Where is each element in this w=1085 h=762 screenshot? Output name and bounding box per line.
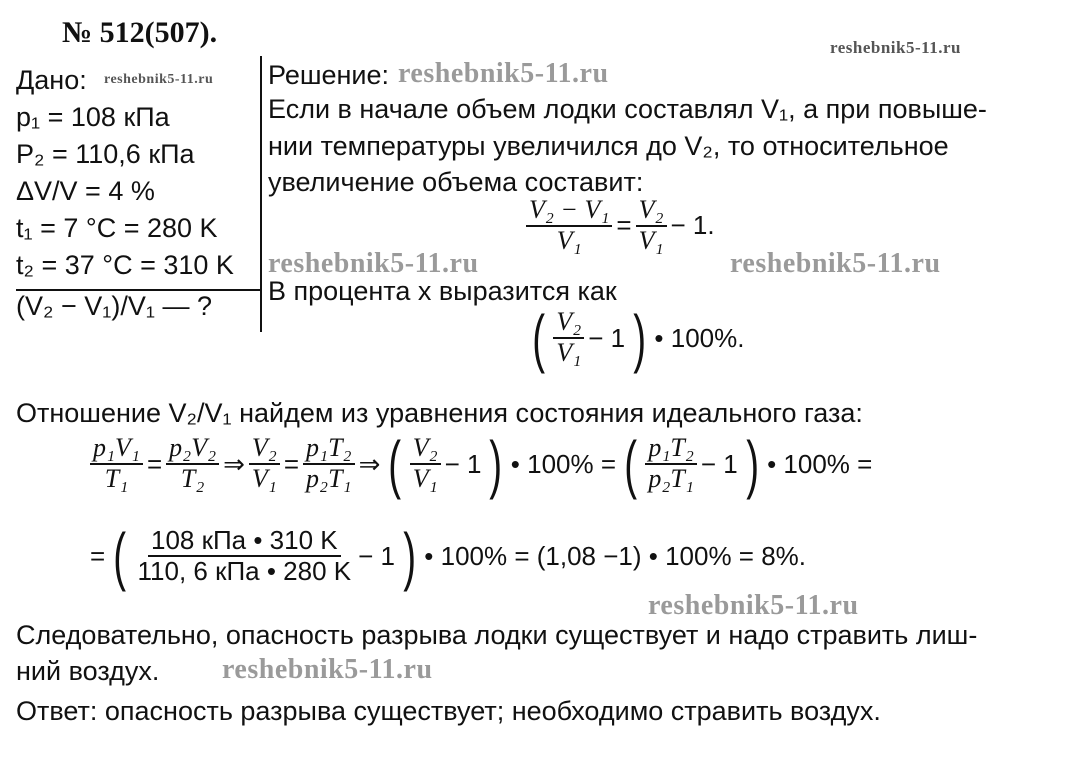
formula-numeric: = ( $\frac{\text{108 кПа • 310 K}}{\text{110, 6 кПа • 280 K}}$ − 1 ) • 100% = (1,08 −1) • 100% = 8%. xyxy=(90,520,807,592)
watermark: reshebnik5-11.ru xyxy=(268,248,479,279)
watermark: reshebnik5-11.ru xyxy=(648,590,859,621)
fraction: $\frac{\text{p₂V₂}}{\text{T₂}}$ xyxy=(166,434,219,493)
watermark: reshebnik5-11.ru xyxy=(730,248,941,279)
problem-title: № 512(507). xyxy=(62,16,218,49)
watermark: reshebnik5-11.ru xyxy=(222,654,433,685)
given-divider-horizontal xyxy=(16,289,260,291)
fraction: $\frac{\text{p₁T₂}}{\text{p₂T₁}}$ xyxy=(645,434,697,493)
watermark: reshebnik5-11.ru xyxy=(830,38,961,57)
fraction: $\frac{\text{V₂}}{\text{V₁}}$ xyxy=(636,196,667,255)
solution-label: Решение: xyxy=(268,60,390,90)
solution-paragraph-line: Если в начале объем лодки составлял V₁, а при повыше- xyxy=(268,94,987,124)
fraction: $\frac{\text{V₂}}{\text{V₁}}$ xyxy=(553,308,584,367)
given-line: t₁ = 7 °C = 280 K xyxy=(16,213,218,243)
formula-gas-law: $\frac{\text{p₁V₁}}{\text{T₁}}$ = $\frac{\text{p₂V₂}}{\text{T₂}}$ ⇒ $\frac{\text{V₂}}{\text{V₁}}$ = $\frac{\text{p₁T₂}}{\text{p₂T₁}}$ ⇒ ( $\frac{\text{V₂}}{\text{V₁}}$ − 1 ) • 100% = ( $\frac{\text{p₁T₂}}{\text{p₂T₁}}$ − 1 ) • 100% = xyxy=(88,432,874,496)
given-line: t₂ = 37 °C = 310 K xyxy=(16,250,234,280)
fraction: $\frac{\text{V₂}}{\text{V₁}}$ xyxy=(410,434,441,493)
given-label: Дано: xyxy=(16,65,87,95)
solution-paragraph-line: увеличение объема составит: xyxy=(268,167,644,197)
given-block xyxy=(16,62,262,325)
given-line: ΔV/V = 4 % xyxy=(16,176,155,206)
solution-paragraph-line: Отношение V₂/V₁ найдем из уравнения состояния идеального газа: xyxy=(16,398,863,428)
given-line: p₁ = 108 кПа xyxy=(16,102,170,132)
given-question: (V₂ − V₁)/V₁ — ? xyxy=(16,291,213,321)
given-line: P₂ = 110,6 кПа xyxy=(16,139,195,169)
solution-paragraph-line: В процента х выразится как xyxy=(268,276,617,306)
formula-relative-increase: $\frac{\text{V₂ − V₁}}{\text{V₁}}$ = $\frac{\text{V₂}}{\text{V₁}}$ − 1. xyxy=(524,196,717,255)
given-divider-vertical xyxy=(260,56,262,332)
fraction: $\frac{\text{p₁T₂}}{\text{p₂T₁}}$ xyxy=(303,434,355,493)
solution-paragraph-line: нии температуры увеличился до V₂, то относительное xyxy=(268,131,949,161)
fraction: $\frac{\text{V₂}}{\text{V₁}}$ xyxy=(249,434,280,493)
watermark: reshebnik5-11.ru xyxy=(104,72,214,87)
answer-line: Ответ: опасность разрыва существует; необходимо стравить воздух. xyxy=(16,696,881,726)
conclusion-line: Следовательно, опасность разрыва лодки существует и надо стравить лиш- xyxy=(16,620,978,650)
watermark: reshebnik5-11.ru xyxy=(398,58,609,89)
fraction: $\frac{\text{V₂ − V₁}}{\text{V₁}}$ xyxy=(526,196,612,255)
fraction: $\frac{\text{p₁V₁}}{\text{T₁}}$ xyxy=(90,434,143,493)
formula-percent: ( $\frac{\text{V₂}}{\text{V₁}}$ − 1 ) • 100%. xyxy=(532,302,745,374)
fraction: $\frac{\text{108 кПа • 310 K}}{\text{110, 6 кПа • 280 K}}$ xyxy=(137,525,352,586)
conclusion-line: ний воздух. xyxy=(16,656,160,686)
